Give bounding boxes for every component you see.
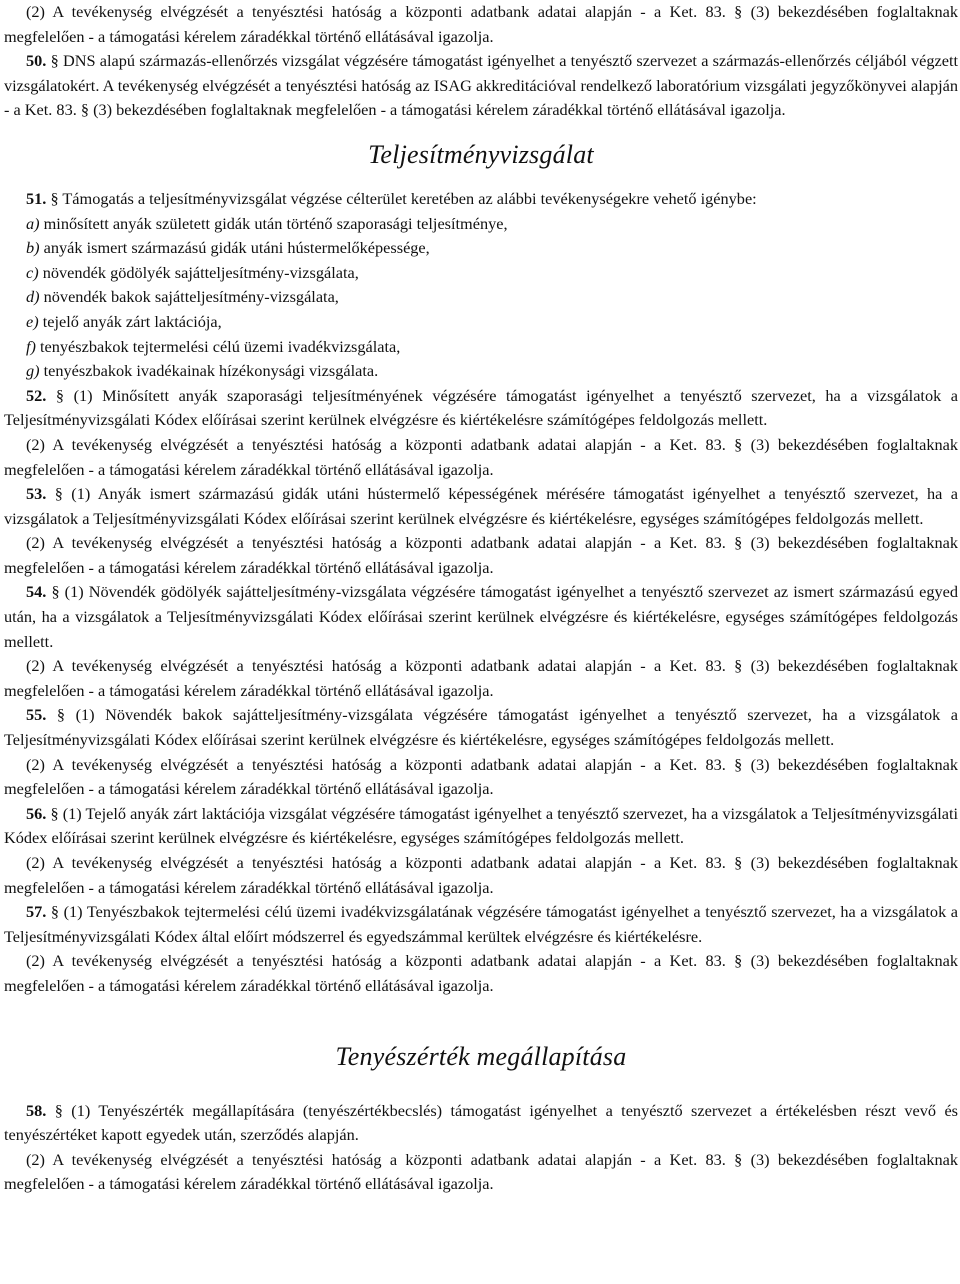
paragraph-53-2: (2) A tevékenység elvégzését a tenyésztési hatóság a központi adatbank adatai alapján - a Ket. 83. § (3) bekezdésében foglaltaknak megfelelően - a támogatási kérelem záradékkal történő ellátásával igazolja. (4, 533, 958, 577)
section-53: 53. § (1) Anyák ismert származású gidák utáni hústermelő képességének mérésére támogatást igényelhet a tenyésztő szervezet, ha a vizsgálatok a Teljesítményvizsgálati Kódex előírásai szerint kerülnek elvégzésre és kiértékelésre, egységes számítógépes feldolgozás mellett. (4, 484, 958, 528)
section-55: 55. § (1) Növendék bakok sajátteljesítmény-vizsgálata végzésére támogatást igényelhet a tenyésztő szervezet, ha a vizsgálatok a Teljesítményvizsgálati Kódex előírásai szerint kerülnek elvégzésre és kiértékelésre, egységes számítógépes feldolgozás mellett. (4, 705, 958, 750)
list-item: e) tejelő anyák zárt laktációja, (26, 311, 222, 331)
section-number: 56. (26, 803, 47, 823)
section-58: 58. § (1) Tenyészérték megállapítására (tenyészértékbecslés) támogatást igényelhet a tenyésztő szervezet a értékelésben részt vevő és tenyészértéket kapott egyedek után, szerződés alapján. (4, 1100, 959, 1145)
paragraph-55-2: (2) A tevékenység elvégzését a tenyésztési hatóság a központi adatbank adatai alapján - a Ket. 83. § (3) bekezdésében foglaltaknak megfelelően - a támogatási kérelem záradékkal történő ellátásával igazolja. (4, 754, 958, 799)
section-54: 54. § (1) Növendék gödölyék sajátteljesítmény-vizsgálata végzésére támogatást igényelhet a tenyésztő szervezet az ismert származású egyed után, ha a vizsgálatok a Teljesítményvizsgálati Kódex előírásai szerint kerülnek elvégzésre és kiértékelésre, egységes számítógépes feldolgozás mellett. (4, 582, 958, 651)
section-number: 58. (26, 1100, 47, 1120)
list-item: g) tenyészbakok ivadékainak hízékonysági vizsgálata. (26, 361, 379, 381)
section-heading-tenyeszertek: Tenyészérték megállapítása (335, 1041, 627, 1071)
section-number: 54. (26, 582, 47, 602)
section-heading-teljesitmenyvizsgalat: Teljesítményvizsgálat (368, 139, 594, 169)
list-item: c) növendék gödölyék sajátteljesítmény-vizsgálata, (26, 262, 359, 282)
paragraph-54-2: (2) A tevékenység elvégzését a tenyésztési hatóság a központi adatbank adatai alapján - a Ket. 83. § (3) bekezdésében foglaltaknak megfelelően - a támogatási kérelem záradékkal történő ellátásával igazolja. (4, 656, 958, 700)
document-page (4, 0, 958, 1197)
section-56: 56. § (1) Tejelő anyák zárt laktációja vizsgálat végzésére támogatást igényelhet a tenyésztő szervezet, ha a vizsgálatok a Teljesítményvizsgálati Kódex előírásai szerint kerülnek elvégzésre és kiértékelésre, egységes számítógépes feldolgozás mellett. (4, 803, 958, 848)
paragraph-49-2: (2) A tevékenység elvégzését a tenyésztési hatóság a központi adatbank adatai alapján - a Ket. 83. § (3) bekezdésében foglaltaknak megfelelően - a támogatási kérelem záradékkal történő ellátásával igazolja. (4, 2, 958, 46)
paragraph-57-2: (2) A tevékenység elvégzését a tenyésztési hatóság a központi adatbank adatai alapján - a Ket. 83. § (3) bekezdésében foglaltaknak megfelelően - a támogatási kérelem záradékkal történő ellátásával igazolja. (4, 951, 958, 995)
section-number: 52. (26, 385, 47, 405)
section-number: 53. (26, 484, 47, 504)
section-51: 51. § Támogatás a teljesítményvizsgálat végzése célterület keretében az alábbi tevékenységekre vehető igénybe: (26, 188, 757, 208)
section-50: 50. § DNS alapú származás-ellenőrzés vizsgálat végzésére támogatást igényelhet a tenyésztő szervezet a származás-ellenőrzés céljából végzett vizsgálatokért. A tevékenység elvégzését a tenyésztési hatóság az ISAG akkreditációval rendelkező laboratórium vizsgálati jegyzőkönyvei alapján - a Ket. 83. § (3) bekezdésében foglaltaknak megfelelően - a támogatási kérelem záradékkal történő ellátásával igazolja. (4, 51, 958, 120)
section-52: 52. § (1) Minősített anyák szaporasági teljesítményének végzésére támogatást igényelhet a tenyésztő szervezet, ha a vizsgálatok a Teljesítményvizsgálati Kódex előírásai szerint kerülnek elvégzésre és kiértékelésre számítógépes feldolgozás mellett. (4, 385, 958, 430)
list-item: d) növendék bakok sajátteljesítmény-vizsgálata, (26, 287, 339, 307)
section-number: 50. (26, 51, 47, 71)
paragraph-58-2: (2) A tevékenység elvégzését a tenyésztési hatóság a központi adatbank adatai alapján - a Ket. 83. § (3) bekezdésében foglaltaknak megfelelően - a támogatási kérelem záradékkal történő ellátásával igazolja. (4, 1149, 958, 1194)
list-item: a) minősített anyák született gidák után történő szaporasági teljesítménye, (26, 213, 508, 233)
section-number: 51. (26, 188, 47, 208)
list-item: b) anyák ismert származású gidák utáni hústermelőképessége, (26, 238, 430, 258)
section-number: 57. (26, 902, 47, 922)
paragraph-52-2: (2) A tevékenység elvégzését a tenyésztési hatóság a központi adatbank adatai alapján - a Ket. 83. § (3) bekezdésében foglaltaknak megfelelően - a támogatási kérelem záradékkal történő ellátásával igazolja. (4, 434, 958, 479)
list-item: f) tenyészbakok tejtermelési célú üzemi ivadékvizsgálata, (26, 336, 401, 356)
section-57: 57. § (1) Tenyészbakok tejtermelési célú üzemi ivadékvizsgálatának végzésére támogatást igényelhet a tenyésztő szervezet, ha a vizsgálatok a Teljesítményvizsgálati Kódex által előírt módszerrel és egyedszámmal kerültek elvégzésre és kiértékelésre. (4, 902, 958, 946)
paragraph-56-2: (2) A tevékenység elvégzését a tenyésztési hatóság a központi adatbank adatai alapján - a Ket. 83. § (3) bekezdésében foglaltaknak megfelelően - a támogatási kérelem záradékkal történő ellátásával igazolja. (4, 853, 958, 897)
section-number: 55. (26, 705, 47, 725)
